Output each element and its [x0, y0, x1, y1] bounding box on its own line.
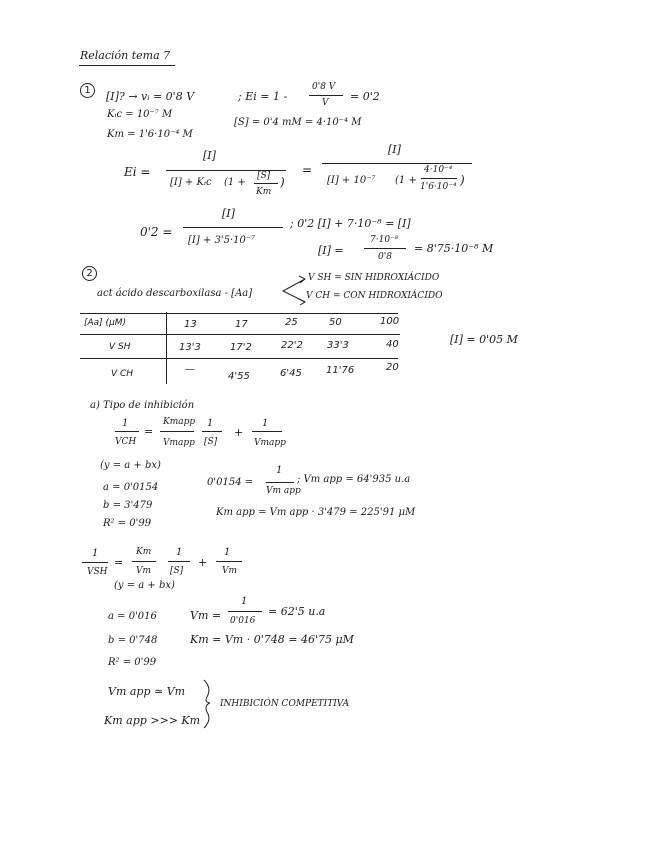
table-cell: 17'2	[230, 342, 252, 353]
conclusion: INHIBICIÓN COMPETITIVA	[220, 699, 350, 709]
table-cell: 20	[386, 362, 399, 373]
vm-result: = 62'5 u.a	[268, 605, 326, 618]
table-header-rule	[80, 334, 400, 335]
table-cell: 22'2	[281, 340, 303, 351]
lb2-plus: +	[198, 556, 208, 569]
table-cell: 6'45	[280, 368, 302, 379]
ex1-eq4: ; 0'2 [I] + 7·10⁻⁸ = [I]	[290, 217, 411, 230]
ex1-eq5-num: 7·10⁻⁸	[370, 235, 399, 245]
fraction-bar	[168, 561, 190, 562]
table-cell: 11'76	[326, 365, 355, 376]
ex1-eq1-den-b-num: [S]	[257, 171, 271, 181]
table-header-cell: 17	[235, 319, 248, 330]
fraction-bar	[228, 611, 262, 612]
fit2-b: b = 0'748	[108, 635, 158, 646]
fit1-a: a = 0'0154	[103, 482, 159, 493]
table-header-label: [Aa] (μM)	[84, 318, 127, 328]
table-cell: 33'3	[327, 340, 349, 351]
table-header-cell: 100	[380, 316, 400, 327]
lb2-s-num: 1	[176, 547, 183, 558]
vm-app-result: ; Vm app = 64'935 u.a	[297, 474, 411, 485]
ex1-eq1-den-a: [I] + Kᵢc	[170, 177, 212, 188]
fraction-bar	[216, 561, 242, 562]
table-top-rule	[80, 313, 398, 314]
table-row-rule	[80, 358, 398, 359]
fit1-b: b = 3'479	[103, 500, 153, 511]
ex2-inhibitor-concentration: [I] = 0'05 M	[450, 333, 518, 346]
ex1-ei-def-result: = 0'2	[350, 90, 380, 103]
lb1-lhs-num: 1	[122, 418, 129, 429]
ex1-kic: Kᵢc = 10⁻⁷ M	[107, 109, 173, 120]
ex1-eq1-den-b-open: (1 +	[224, 177, 246, 188]
table-column-rule	[166, 312, 167, 384]
table-cell: 13'3	[179, 342, 201, 353]
vm-app-lhs: 0'0154 =	[207, 477, 254, 488]
ex1-eq3-num: [I]	[222, 207, 235, 220]
parta-heading: a) Tipo de inhibición	[90, 400, 195, 411]
vm-den: 0'016	[230, 616, 256, 626]
ex1-eq2-den-a: [I] + 10⁻⁷	[327, 175, 376, 186]
exercise-1-number: 1	[80, 83, 95, 98]
fit2-form: (y = a + bx)	[114, 580, 175, 591]
lb1-equals: =	[144, 425, 154, 438]
table-header-cell: 13	[184, 319, 197, 330]
fraction-bar	[252, 431, 282, 432]
lb2-lhs-num: 1	[92, 548, 99, 559]
table-cell: 40	[386, 339, 399, 350]
table-cell: —	[185, 364, 195, 375]
fraction-bar	[160, 431, 194, 432]
ex1-ei-def-den: V	[322, 98, 329, 108]
arrow-head	[299, 299, 305, 305]
fit2-a: a = 0'016	[108, 611, 157, 622]
ex1-eq3-lhs: 0'2 =	[140, 225, 173, 239]
ex1-ei-def-lhs: ; Ei = 1 -	[238, 90, 288, 103]
lb1-c-den: Vmapp	[254, 438, 286, 448]
lb2-s-den: [S]	[170, 566, 184, 576]
ex1-km: Km = 1'6·10⁻⁴ M	[107, 129, 193, 140]
lb1-s-num: 1	[207, 418, 214, 429]
vm-lhs: Vm =	[190, 609, 222, 622]
ex2-vch-legend: V CH = CON HIDROXIÁCIDO	[306, 291, 443, 301]
fit1-form: (y = a + bx)	[100, 460, 161, 471]
vm-num: 1	[241, 596, 248, 607]
branch-arrow	[283, 279, 305, 302]
fraction-bar	[115, 431, 139, 432]
exercise-2-number: 2	[82, 266, 97, 281]
ex1-eq1-equals: =	[302, 163, 313, 177]
km-result: Km = Vm · 0'748 = 46'75 μM	[190, 633, 354, 646]
table-row-label: V SH	[109, 342, 131, 352]
ex1-unknown: [I]? → vᵢ = 0'8 V	[106, 90, 195, 103]
lb1-s-den: [S]	[204, 437, 218, 447]
lb2-equals: =	[114, 556, 124, 569]
vm-app-num: 1	[276, 465, 283, 476]
lb2-k-den: Vm	[136, 566, 152, 576]
right-brace	[204, 680, 210, 728]
ex1-eq1-num: [I]	[203, 149, 216, 162]
ex1-eq2-num: [I]	[388, 143, 401, 156]
fraction-bar	[202, 431, 222, 432]
ex1-eq5-lhs: [I] =	[318, 244, 344, 257]
ex1-eq5-den: 0'8	[378, 252, 392, 262]
lb1-c-num: 1	[262, 418, 269, 429]
ex1-ei-def-num: 0'8 V	[312, 82, 336, 92]
compare-km: Km app >>> Km	[104, 714, 201, 727]
lb1-k-den: Vmapp	[163, 438, 195, 448]
ex1-eq2-den-b-close: )	[460, 173, 465, 187]
ex1-eq2-den-b-num: 4·10⁻⁴	[424, 165, 453, 175]
lb2-lhs-den: VSH	[87, 567, 108, 577]
table-cell: 4'55	[228, 371, 250, 382]
ex1-eq1-den-b-close: )	[280, 175, 285, 189]
fit2-r2: R² = 0'99	[108, 657, 157, 668]
ex1-eq2-den-b-open: (1 +	[395, 175, 417, 186]
fraction-bar	[266, 482, 294, 483]
ex2-vsh-legend: V SH = SIN HIDROXIÁCIDO	[308, 273, 440, 283]
table-header-cell: 25	[285, 317, 298, 328]
lb2-k-num: Km	[136, 547, 152, 557]
ex1-eq1-den-b-den: Km	[256, 187, 272, 197]
ex1-eq2-den-b-den: 1'6·10⁻⁴	[420, 182, 457, 192]
fraction-bar	[82, 562, 108, 563]
ex2-intro: act ácido descarboxilasa - [Aa]	[97, 288, 253, 299]
ex1-eq5-result: = 8'75·10⁻⁸ M	[414, 242, 494, 255]
lb1-k-num: Kmapp	[163, 417, 196, 427]
fit1-r2: R² = 0'99	[103, 518, 152, 529]
page-title: Relación tema 7	[80, 49, 171, 62]
fraction-bar	[132, 561, 156, 562]
ex1-eq3-den: [I] + 3'5·10⁻⁷	[188, 235, 256, 246]
compare-vm: Vm app ≃ Vm	[108, 685, 186, 698]
table-header-cell: 50	[329, 317, 342, 328]
ex1-eq1-lhs: Ei =	[124, 165, 151, 179]
lb1-plus: +	[234, 426, 244, 439]
table-row-label: V CH	[111, 369, 134, 379]
lb2-c-num: 1	[224, 547, 231, 558]
vm-app-den: Vm app	[266, 486, 301, 496]
lb1-lhs-den: VCH	[115, 437, 137, 447]
ex1-substrate: [S] = 0'4 mM = 4·10⁻⁴ M	[234, 117, 362, 128]
km-app-result: Km app = Vm app · 3'479 = 225'91 μM	[216, 507, 416, 518]
lb2-c-den: Vm	[222, 566, 238, 576]
